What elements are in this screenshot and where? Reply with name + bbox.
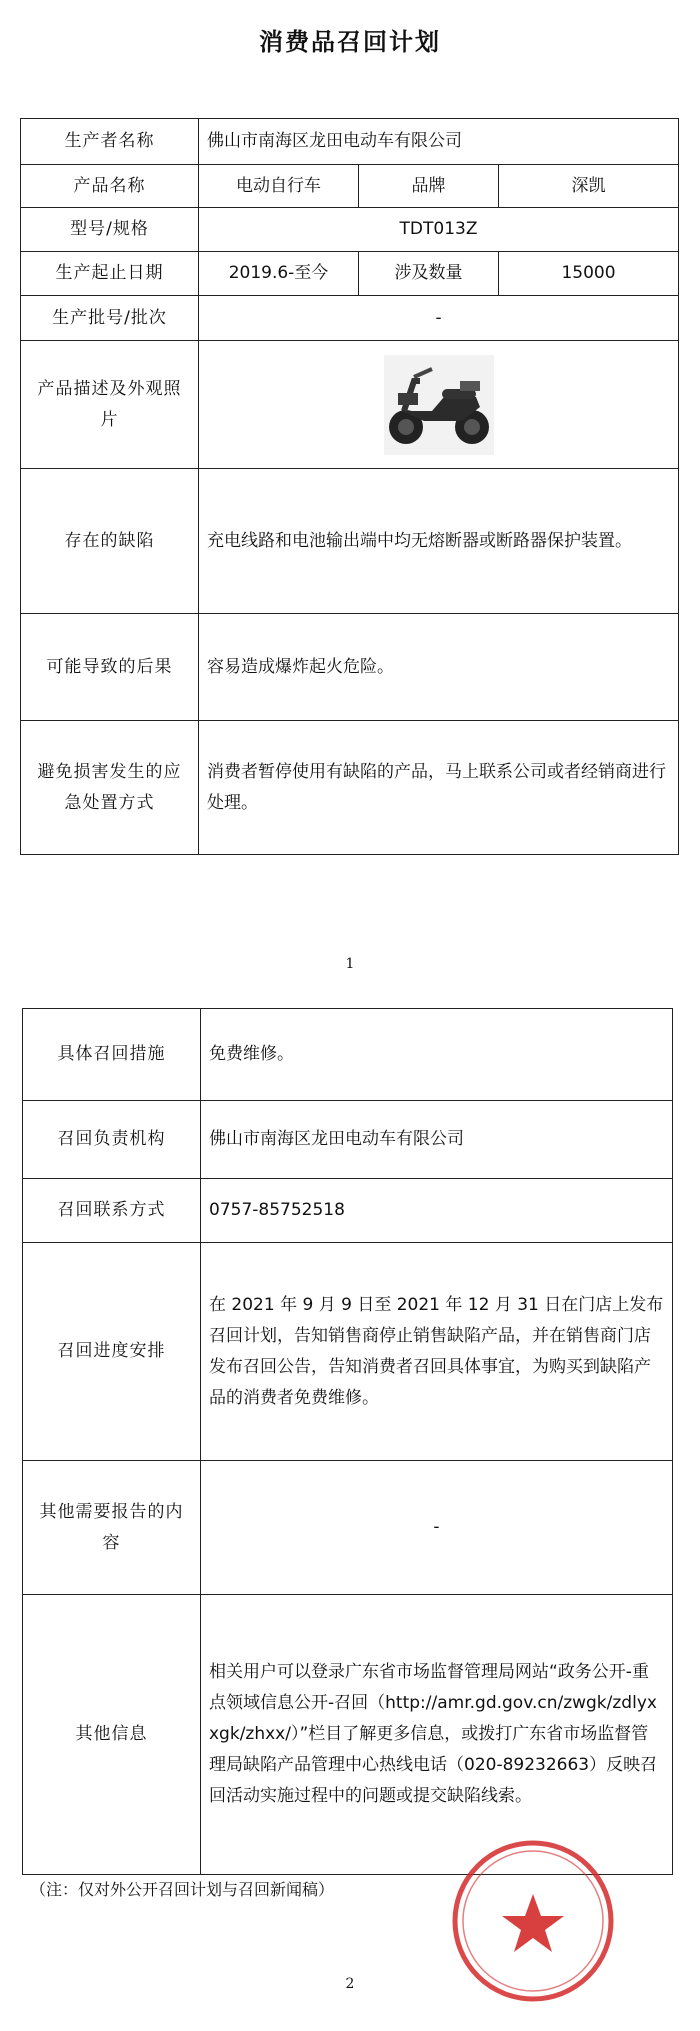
measure-label: 具体召回措施 (23, 1009, 201, 1101)
contact-label: 召回联系方式 (23, 1179, 201, 1243)
page-number-1: 1 (345, 956, 355, 972)
qty-label: 涉及数量 (359, 252, 499, 296)
info-value: 相关用户可以登录广东省市场监督管理局网站“政务公开-重点领域信息公开-召回（http://amr.gd.gov.cn/zwgk/zdlyxxgk/zhxx/）”栏目了解更多信息，或拨打广东省市场监督管理局缺陷产品管理中心热线电话（020-89232663）反映召回活动实施过程中的问题或提交缺陷线索。 (201, 1595, 673, 1875)
report-value: - (201, 1461, 673, 1595)
contact-value: 0757-85752518 (201, 1179, 673, 1243)
emergency-label: 避免损害发生的应急处置方式 (21, 721, 199, 855)
product-value: 电动自行车 (199, 165, 359, 208)
progress-label: 召回进度安排 (23, 1243, 201, 1461)
brand-label: 品牌 (359, 165, 499, 208)
defect-value: 充电线路和电池输出端中均无熔断器或断路器保护装置。 (199, 469, 679, 614)
consequence-value: 容易造成爆炸起火危险。 (199, 614, 679, 721)
photo-label: 产品描述及外观照片 (21, 341, 199, 469)
consequence-label: 可能导致的后果 (21, 614, 199, 721)
date-label: 生产起止日期 (21, 252, 199, 296)
recall-info-table (20, 118, 679, 855)
defect-label: 存在的缺陷 (21, 469, 199, 614)
batch-value: - (199, 296, 679, 341)
recall-measures-table (22, 1008, 673, 1875)
producer-value: 佛山市南海区龙田电动车有限公司 (199, 119, 679, 165)
ebike-photo (384, 355, 494, 455)
footnote: （注：仅对外公开召回计划与召回新闻稿） (30, 1880, 335, 1899)
info-label: 其他信息 (23, 1595, 201, 1875)
org-value: 佛山市南海区龙田电动车有限公司 (201, 1101, 673, 1179)
measure-value: 免费维修。 (201, 1009, 673, 1101)
report-label: 其他需要报告的内容 (23, 1461, 201, 1595)
emergency-value: 消费者暂停使用有缺陷的产品，马上联系公司或者经销商进行处理。 (199, 721, 679, 855)
batch-label: 生产批号/批次 (21, 296, 199, 341)
model-value: TDT013Z (199, 208, 679, 252)
product-label: 产品名称 (21, 165, 199, 208)
brand-value: 深凯 (499, 165, 679, 208)
org-label: 召回负责机构 (23, 1101, 201, 1179)
document-title: 消费品召回计划 (259, 28, 441, 56)
model-label: 型号/规格 (21, 208, 199, 252)
producer-label: 生产者名称 (21, 119, 199, 165)
progress-value: 在 2021 年 9 月 9 日至 2021 年 12 月 31 日在门店上发布召回计划，告知销售商停止销售缺陷产品，并在销售商门店发布召回公告，告知消费者召回具体事宜，为购买到缺陷产品的消费者免费维修。 (201, 1243, 673, 1461)
page-number-2: 2 (345, 1976, 355, 1992)
date-value: 2019.6-至今 (199, 252, 359, 296)
qty-value: 15000 (499, 252, 679, 296)
product-photo-cell (199, 341, 679, 469)
